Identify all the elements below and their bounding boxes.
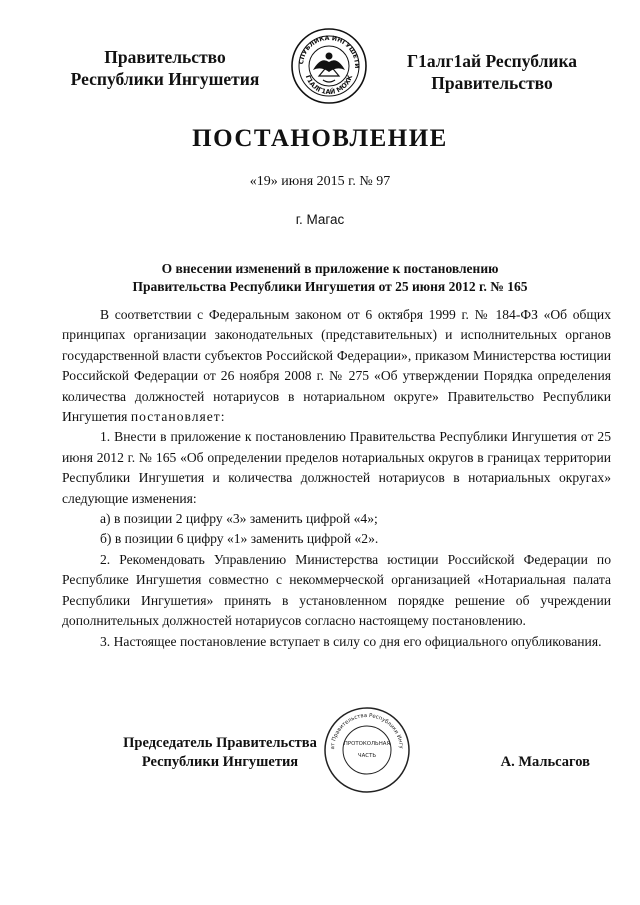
round-stamp: [322, 705, 412, 795]
decides-word: постановляет:: [130, 409, 226, 425]
svg-text:РЕСПУБЛИКА ИНГУШЕТИЯ: СПУБЛИКА ИНГУШЕТИ: [297, 34, 361, 69]
emblem-icon: [289, 26, 369, 106]
svg-text:Аппарат Правительства Республи: ат Правительства Республики Ингу: [329, 712, 405, 750]
subject-line2: Правительства Республики Ингушетия от 25 июня 2012 г. № 165: [132, 279, 528, 294]
coat-of-arms-emblem: [289, 26, 369, 106]
svg-text:ЧАСТЬ: ЧАСТЬ: [357, 753, 377, 759]
signatory-name: А. Мальсагов: [500, 754, 590, 770]
item-1b-paragraph: б) в позиции 6 цифру «1» заменить цифрой «2».: [100, 531, 379, 547]
document-subject: [100, 260, 560, 296]
subject-line1: О внесении изменений в приложение к постановлению: [161, 261, 499, 276]
signatory-position-line1: Председатель Правительства: [123, 735, 317, 751]
issuer-russian-line1: Правительство: [104, 47, 226, 67]
issuer-russian: [50, 46, 280, 90]
item-2-paragraph: 2. Рекомендовать Управлению Министерства юстиции Российской Федерации по Республике Ингушетия совместно с некоммерческой организацией «Нотариальная палата Республики Ингушетия» принять в установленном порядке решение об учреждении дополнительных должностей нотариусов согласно настоящему постановлению.: [62, 551, 611, 629]
issuer-ingush-line2: Правительство: [431, 73, 553, 93]
signatory-position-line2: Республики Ингушетия: [141, 754, 299, 770]
svg-text:Г1АЛГ1АЙ МОХК: Г1АЛГ1АЙ МОХК: [303, 73, 355, 97]
item-3-paragraph: 3. Настоящее постановление вступает в силу со дня его официального опубликования.: [100, 633, 602, 649]
document-body: [62, 305, 611, 652]
document-title: ПОСТАНОВЛЕНИЕ: [192, 125, 448, 152]
preamble-paragraph: [62, 305, 611, 427]
item-1-paragraph: 1. Внести в приложение к постановлению Правительства Республики Ингушетия от 25 июня 2012 г. № 165 «Об определении пределов нотариальных округов в границах территории Республики Ингушетия и количества должностей нотариусов в нотариальных округах» следующие изменения:: [62, 429, 611, 506]
issuer-ingush: [382, 50, 602, 94]
issuer-russian-line2: Республики Ингушетия: [70, 69, 260, 89]
place-line: г. Магас: [295, 212, 345, 227]
svg-text:ПРОТОКОЛЬНАЯ: ПРОТОКОЛЬНАЯ: [343, 741, 391, 747]
issuer-ingush-line1: Г1алг1ай Республика: [406, 51, 578, 71]
signatory-position: [100, 734, 340, 772]
item-1a-paragraph: а) в позиции 2 цифру «3» заменить цифрой «4»;: [100, 511, 378, 527]
date-number-line: «19» июня 2015 г. № 97: [249, 174, 391, 189]
stamp-icon: [322, 705, 412, 795]
preamble-text: В соответствии с Федеральным законом от 6 октября 1999 г. № 184-ФЗ «Об общих принципах организации законодательных (представительных) и исполнительных органов государственной власти субъектов Российской Федерации», приказом Министерства юстиции Российской Федерации от 26 ноября 2008 г. № 275 «Об утверждении Порядка определения количества должностей нотариусов в нотариальном округе» Правительство Республики Ингушетия: [62, 307, 611, 425]
